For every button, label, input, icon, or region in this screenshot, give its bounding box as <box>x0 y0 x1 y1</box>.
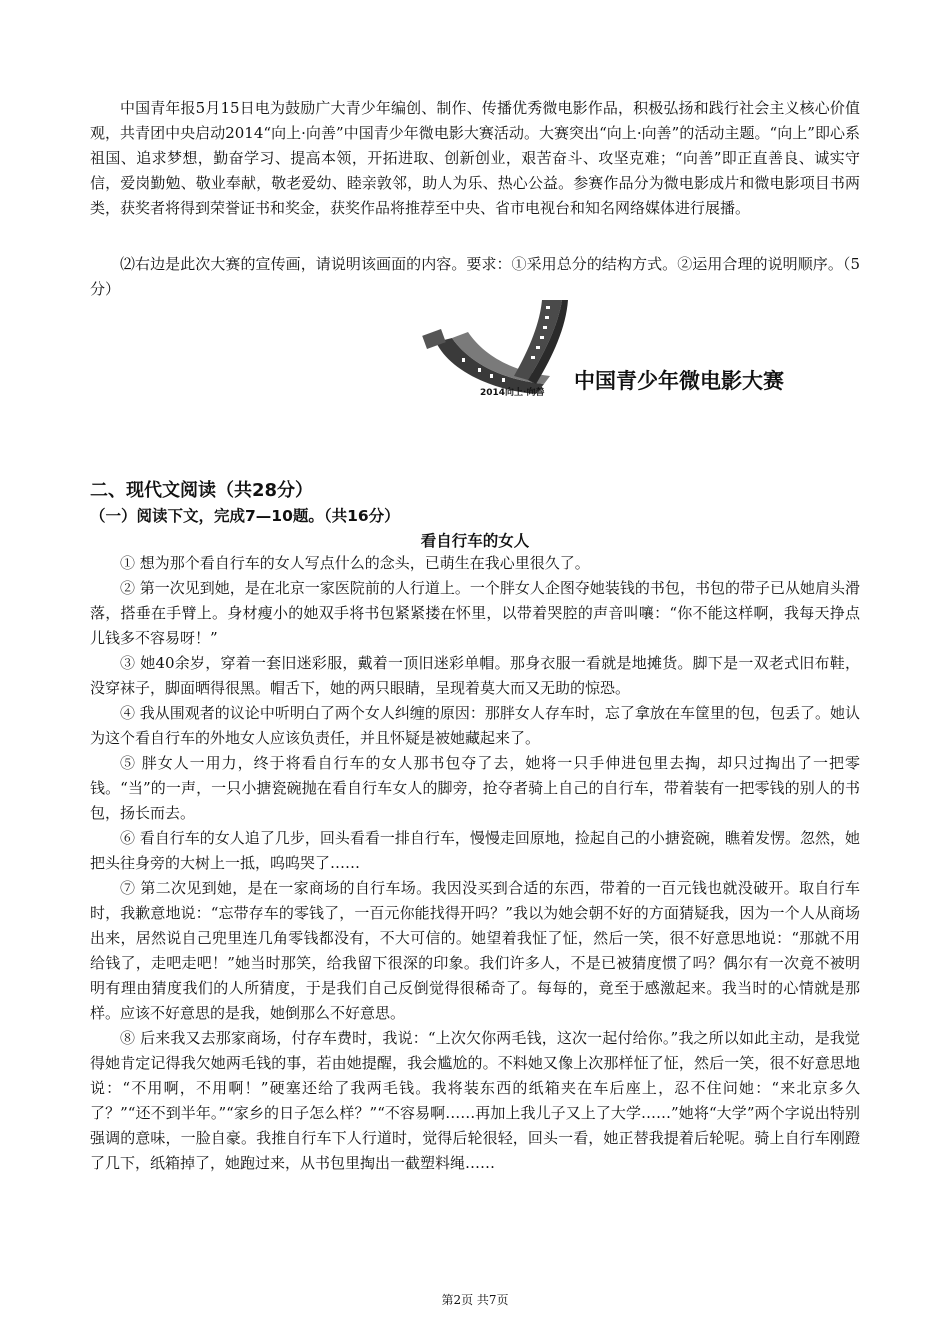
poster-image <box>418 298 784 404</box>
page-footer: 第2页 共7页 <box>441 1293 509 1307</box>
story-paragraph: ③ 她40余岁，穿着一套旧迷彩服，戴着一顶旧迷彩单帽。那身衣服一看就是地摊货。脚下是一双老式旧布鞋，没穿袜子，脚面晒得很黑。帽舌下，她的两只眼睛，呈现着莫大而又无助的惊恐。 <box>90 654 860 697</box>
film-strip-icon <box>422 300 568 394</box>
story-paragraph: ⑦ 第二次见到她，是在一家商场的自行车场。我因没买到合适的东西，带着的一百元钱也就没破开。取自行车时，我歉意地说：“忘带存车的零钱了，一百元你能找得开吗？”我以为她会朝不好的方面猜疑我，因为一个人从商场出来，居然说自己兜里连几角零钱都没有，不大可信的。她望着我怔了怔，然后一笑，很不好意思地说：“那就不用给钱了，走吧走吧！”她当时那笑，给我留下很深的印象。我们许多人，不是已被猜度惯了吗？偶尔有一次竟不被明明有理由猜度我们的人所猜度，于是我们自己反倒觉得很稀奇了。每每的，竟至于感激起来。我当时的心情就是那样。应该不好意思的是我，她倒那么不好意思。 <box>90 879 860 1022</box>
sub-heading: （一）阅读下文，完成7—10题。（共16分） <box>90 507 400 525</box>
question-section <box>90 252 860 302</box>
poster-slogan: 2014向上·向善 <box>480 388 545 398</box>
section-heading: 二、现代文阅读（共28分） <box>90 480 314 501</box>
story-body <box>90 551 860 1176</box>
story-paragraph: ⑥ 看自行车的女人追了几步，回头看看一排自行车，慢慢走回原地，捡起自己的小搪瓷碗，瞧着发愣。忽然，她把头往身旁的大树上一抵，呜呜哭了…… <box>90 829 860 872</box>
story-paragraph: ⑤ 胖女人一用力，终于将看自行车的女人那书包夺了去，她将一只手伸进包里去掏，却只过掏出了一把零钱。“当”的一声，一只小搪瓷碗抛在看自行车女人的脚旁，抢夺者骑上自己的自行车，带着装有一把零钱的别人的书包，扬长而去。 <box>90 754 860 822</box>
poster-main-text: 中国青少年微电影大赛 <box>574 369 784 393</box>
story-paragraph: ⑧ 后来我又去那家商场，付存车费时，我说：“上次欠你两毛钱，这次一起付给你。”我之所以如此主动，是我觉得她肯定记得我欠她两毛钱的事，若由她提醒，我会尴尬的。不料她又像上次那样怔了怔，然后一笑，很不好意思地说：“不用啊，不用啊！”硬塞还给了我两毛钱。我将装东西的纸箱夹在车后座上，忍不住问她：“来北京多久了？”“还不到半年。”“家乡的日子怎么样？”“不容易啊……再加上我儿子又上了大学……”她将“大学”两个字说出特别强调的意味，一脸自豪。我推自行车下人行道时，觉得后轮很轻，回头一看，她正替我提着后轮呢。骑上自行车刚蹬了几下，纸箱掉了，她跑过来，从书包里掏出一截塑料绳…… <box>90 1029 860 1172</box>
question-text: ⑵右边是此次大赛的宣传画，请说明该画面的内容。要求：①采用总分的结构方式。②运用合理的说明顺序。（5分） <box>90 255 860 298</box>
intro-section <box>90 96 860 221</box>
story-paragraph: ① 想为那个看自行车的女人写点什么的念头，已萌生在我心里很久了。 <box>120 554 590 572</box>
intro-paragraph: 中国青年报5月15日电为鼓励广大青少年编创、制作、传播优秀微电影作品，积极弘扬和践行社会主义核心价值观，共青团中央启动2014“向上·向善”中国青少年微电影大赛活动。大赛突出“向上·向善”的活动主题。“向上”即心系祖国、追求梦想，勤奋学习、提高本领，开拓进取、创新创业，艰苦奋斗、攻坚克难；“向善”即正直善良、诚实守信，爱岗勤勉、敬业奉献，敬老爱幼、睦亲敦邻，助人为乐、热心公益。参赛作品分为微电影成片和微电影项目书两类，获奖者将得到荣誉证书和奖金，获奖作品将推荐至中央、省市电视台和知名网络媒体进行展播。 <box>90 99 860 217</box>
story-paragraph: ② 第一次见到她，是在北京一家医院前的人行道上。一个胖女人企图夺她装钱的书包，书包的带子已从她肩头滑落，搭垂在手臂上。身材瘦小的她双手将书包紧紧搂在怀里，以带着哭腔的声音叫嚷：“你不能这样啊，我每天挣点儿钱多不容易呀！” <box>90 579 860 647</box>
story-title: 看自行车的女人 <box>420 532 530 550</box>
story-paragraph: ④ 我从围观者的议论中听明白了两个女人纠缠的原因：那胖女人存车时，忘了拿放在车筐里的包，包丢了。她认为这个看自行车的外地女人应该负责任，并且怀疑是被她藏起来了。 <box>90 704 860 747</box>
